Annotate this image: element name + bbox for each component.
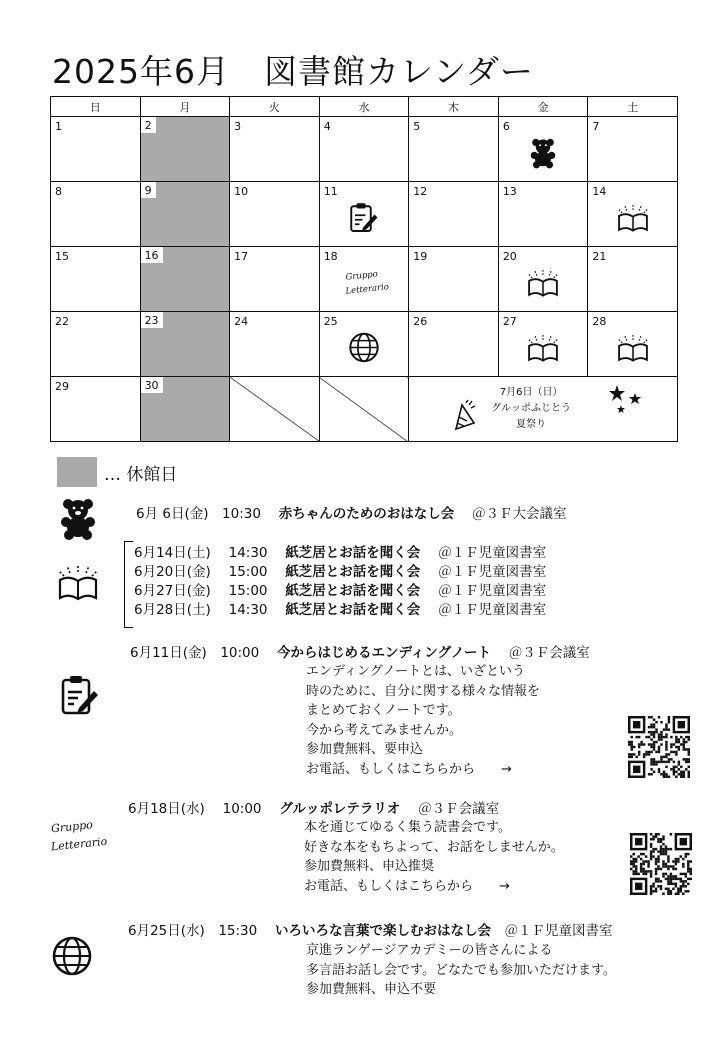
event-date: 6月18日(水) [128, 801, 205, 817]
calendar-day-19 [409, 247, 499, 312]
desc-line: お電話、もしくはこちらから → [304, 878, 510, 894]
day-number: 29 [55, 380, 69, 393]
calendar-week-1 [51, 117, 678, 182]
day-number: 3 [234, 120, 242, 133]
weekday-tue: 火 [230, 97, 320, 117]
desc-line: 好きな本をもちよって、お話をしませんか。 [304, 839, 564, 855]
event-time: 10:00 [222, 801, 262, 817]
empty-day-cell [319, 377, 409, 442]
desc-line: 時のために、自分に関する様々な情報を [306, 683, 541, 699]
calendar-day-23 [140, 312, 230, 377]
calendar-day-9 [140, 182, 230, 247]
calendar-day-5 [409, 117, 499, 182]
day-number: 28 [592, 315, 607, 328]
event-time: 14:30 [228, 545, 268, 561]
event-place: ＠１Ｆ児童図書室 [504, 923, 613, 939]
calendar-day-29 [51, 377, 141, 442]
calendar-day-24 [230, 312, 320, 377]
event-time: 10:00 [220, 645, 260, 661]
gruppo-letterario-logo [342, 266, 390, 303]
calendar-day-8 [51, 182, 141, 247]
event-place: グルッポふじとう [491, 403, 571, 414]
calendar-grid [50, 96, 678, 442]
calendar-day-17 [230, 247, 320, 312]
open-book-icon [526, 331, 560, 368]
event-bear-story [136, 505, 567, 524]
teddy-bear-icon [60, 497, 96, 539]
day-number: 20 [502, 250, 517, 263]
day-number: 14 [592, 185, 607, 198]
day-number: 5 [413, 120, 421, 133]
event-title: グルッポレテラリオ [279, 801, 401, 817]
calendar-day-21 [588, 247, 678, 312]
calendar-day-25 [319, 312, 409, 377]
svg-text:Letterario: Letterario [344, 282, 390, 297]
day-number: 26 [413, 315, 428, 328]
desc-line: 京進ランゲージアカデミーの皆さんによる [306, 943, 553, 958]
event-place: ＠１Ｆ児童図書室 [438, 564, 547, 580]
day-number: 15 [55, 250, 69, 263]
event-title: 紙芝居とお話を聞く会 [285, 583, 421, 599]
calendar-day-6 [498, 117, 588, 182]
calendar-week-4 [51, 312, 678, 377]
event-group-bracket [124, 541, 133, 628]
calendar-day-11 [319, 182, 409, 247]
calendar-day-18 [319, 247, 409, 312]
event-kamishibai-4 [134, 601, 546, 620]
event-place: ＠１Ｆ児童図書室 [438, 545, 547, 561]
qr-code-gruppo[interactable] [630, 833, 692, 895]
day-number: 12 [413, 185, 428, 198]
event-time: 14:30 [228, 602, 268, 618]
day-number: 21 [592, 250, 607, 263]
gruppo-letterario-logo [48, 814, 108, 858]
event-time: 10:30 [222, 506, 261, 522]
desc-line: 多言語お話し会です。どなたでも参加いただけます。 [306, 962, 616, 978]
event-description [306, 662, 540, 779]
day-number: 4 [323, 120, 331, 133]
weekday-sun: 日 [51, 97, 141, 117]
calendar-week-5 [51, 377, 678, 442]
calendar-day-26 [409, 312, 499, 377]
day-number: 25 [323, 315, 338, 328]
calendar-week-2 [51, 182, 678, 247]
calendar-day-30 [140, 377, 230, 442]
desc-line: お電話、もしくはこちらから → [306, 761, 512, 777]
stars-icon [609, 383, 643, 415]
page-title: 2025年6月 図書館カレンダー [52, 52, 534, 91]
day-number: 17 [234, 250, 249, 263]
event-time: 15:30 [218, 923, 258, 939]
open-book-icon [526, 266, 560, 303]
event-title: 紙芝居とお話を聞く会 [285, 564, 421, 580]
open-book-icon [616, 201, 650, 238]
calendar-day-27 [498, 312, 588, 377]
event-title: 赤ちゃんのためのおはなし会 [278, 506, 455, 522]
day-number: 23 [141, 312, 163, 328]
calendar-week-3 [51, 247, 678, 312]
calendar-day-28 [588, 312, 678, 377]
day-number: 10 [234, 185, 249, 198]
desc-line: 参加費無料、要申込 [306, 742, 424, 757]
event-title: 今からはじめるエンディングノート [277, 645, 491, 661]
event-date: 6月14日(土) [134, 545, 211, 561]
event-ending-note [130, 644, 590, 663]
party-popper-icon [452, 399, 478, 431]
event-kamishibai-2 [134, 563, 546, 582]
event-date: 6月20日(金) [134, 564, 211, 580]
event-kamishibai-1 [134, 544, 546, 563]
day-number: 30 [141, 377, 163, 393]
empty-day-cell [230, 377, 320, 442]
event-description [304, 818, 564, 896]
desc-line: エンディングノートとは、いざという [306, 664, 526, 679]
event-title: いろいろな言葉で楽しむおはなし会 [275, 923, 492, 939]
day-number: 27 [502, 315, 517, 328]
open-book-icon [56, 560, 100, 604]
event-date: 6月25日(水) [128, 923, 205, 939]
calendar-day-10 [230, 182, 320, 247]
calendar-day-2 [140, 117, 230, 182]
closed-day-legend: … 休館日 [104, 465, 178, 485]
event-title: 夏祭り [516, 419, 547, 430]
calendar-day-15 [51, 247, 141, 312]
day-number: 6 [502, 120, 510, 133]
event-time: 15:00 [228, 564, 268, 580]
day-number: 24 [234, 315, 249, 328]
globe-icon [348, 332, 380, 367]
teddy-bear-icon [530, 137, 556, 172]
day-number: 16 [141, 247, 163, 263]
event-date: 6月28日(土) [134, 602, 211, 618]
svg-text:Gruppo: Gruppo [345, 269, 379, 283]
clipboard-pen-icon [60, 674, 100, 716]
calendar-day-3 [230, 117, 320, 182]
event-title: 紙芝居とお話を聞く会 [285, 545, 421, 561]
svg-text:Gruppo: Gruppo [50, 818, 94, 836]
calendar-day-1 [51, 117, 141, 182]
day-number: 13 [502, 185, 517, 198]
day-number: 9 [141, 182, 156, 198]
globe-icon [51, 935, 93, 977]
event-date: 6月 6日(金) [136, 506, 209, 522]
day-number: 7 [592, 120, 600, 133]
desc-line: 本を通じてゆるく集う読書会です。 [304, 820, 511, 835]
calendar-day-22 [51, 312, 141, 377]
event-place: ＠３Ｆ会議室 [418, 801, 500, 817]
calendar-day-16 [140, 247, 230, 312]
desc-line: 参加費無料、申込不要 [306, 982, 437, 997]
event-date: 6月27日(金) [134, 583, 211, 599]
summer-festival-note [409, 377, 678, 442]
event-kamishibai-3 [134, 582, 546, 601]
weekday-fri: 金 [498, 97, 588, 117]
event-date: 7月6日（日） [499, 387, 563, 398]
event-multilingual [128, 922, 613, 941]
event-place: ＠３Ｆ会議室 [508, 645, 590, 661]
svg-text:Letterario: Letterario [50, 834, 108, 854]
open-book-icon [616, 331, 650, 368]
day-number: 18 [323, 250, 338, 263]
weekday-sat: 土 [588, 97, 678, 117]
day-number: 11 [323, 185, 338, 198]
desc-line: 参加費無料、申込推奨 [304, 859, 435, 874]
event-place: ＠１Ｆ児童図書室 [438, 583, 547, 599]
day-number: 22 [55, 315, 69, 328]
calendar-day-13 [498, 182, 588, 247]
day-number: 19 [413, 250, 428, 263]
day-number: 1 [55, 120, 62, 133]
desc-line: まとめておくノートです。 [306, 703, 461, 718]
event-gruppo [128, 800, 499, 819]
event-title: 紙芝居とお話を聞く会 [285, 602, 421, 618]
calendar-day-20 [498, 247, 588, 312]
clipboard-pen-icon [349, 202, 379, 237]
desc-line: 今から考えてみませんか。 [306, 722, 463, 738]
weekday-thu: 木 [409, 97, 499, 117]
calendar-day-14 [588, 182, 678, 247]
event-place: ＠３Ｆ大会議室 [472, 506, 567, 522]
weekday-mon: 月 [140, 97, 230, 117]
calendar-day-4 [319, 117, 409, 182]
qr-code-ending-note[interactable] [628, 716, 690, 778]
event-time: 15:00 [228, 583, 268, 599]
event-date: 6月11日(金) [130, 645, 207, 661]
closed-day-swatch [57, 457, 97, 487]
event-place: ＠１Ｆ児童図書室 [438, 602, 547, 618]
calendar-day-12 [409, 182, 499, 247]
calendar-day-7 [588, 117, 678, 182]
event-description [306, 941, 616, 1000]
day-number: 2 [141, 117, 156, 133]
day-number: 8 [55, 185, 62, 198]
weekday-wed: 水 [319, 97, 409, 117]
